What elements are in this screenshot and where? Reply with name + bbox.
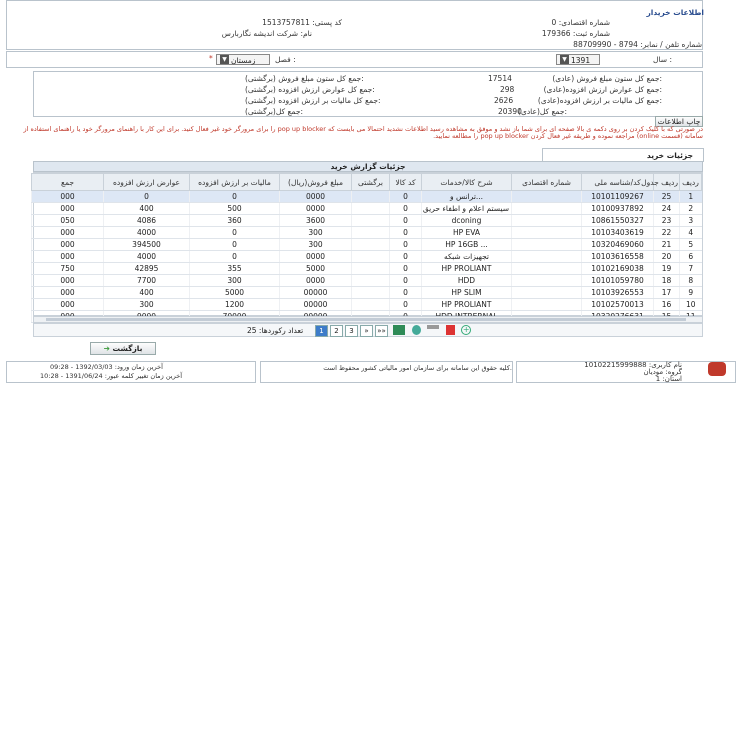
last-password-change: آخرین زمان تغییر کلمه عبور: 1391/06/24 - 10:28 [40,372,183,380]
table-cell: 000 [32,227,104,239]
table-cell: 22 [654,227,680,239]
table-cell: 8 [680,275,702,287]
vat-total-value: 2626 [494,96,514,105]
table-cell: 1 [680,191,702,203]
grand-total-label: جمع کل(عادی): [518,107,567,116]
excel-export-icon[interactable] [393,325,405,335]
table-cell: 050 [32,215,104,227]
next-page-icon[interactable]: » [360,325,373,337]
table-cell [512,263,582,275]
table-cell: HDD [422,275,512,287]
table-cell [512,203,582,215]
table-cell: 0000 [280,251,352,263]
arrow-right-icon: ➔ [103,344,110,353]
table-cell: 000 [32,287,104,299]
table-cell: 0000 [280,203,352,215]
table-cell [352,275,390,287]
table-cell: 10102570013 [582,299,654,311]
postal-code: کد پستی: 1513757811 [262,18,342,27]
table-cell: HP PROLIANT [422,299,512,311]
table-cell [512,299,582,311]
table-cell: 21 [654,239,680,251]
table-row[interactable] [32,227,702,239]
table-cell: 0 [190,251,280,263]
duties-total-label: جمع کل عوارض ارزش افزوده(عادی): [543,85,662,94]
table-cell: 0 [390,239,422,251]
chevron-down-icon: ▼ [220,55,229,64]
pager-tools [391,325,473,335]
table-cell: 000 [32,239,104,251]
table-cell: 00000 [280,299,352,311]
table-cell: 0000 [280,191,352,203]
footer-group: گروه: مودیان [643,368,682,376]
record-count: تعداد رکوردها: 25 [247,326,304,335]
table-cell [352,227,390,239]
sales-return-label: جمع کل ستون مبلغ فروش (برگشتی): [245,74,364,83]
table-cell [512,251,582,263]
scrollbar-thumb[interactable] [46,318,686,321]
table-cell: 5000 [280,263,352,275]
company-name: نام: شرکت اندیشه نگاربارس [221,29,312,38]
table-cell [512,215,582,227]
table-cell: 24 [654,203,680,215]
table-cell: 10103926553 [582,287,654,299]
table-cell: 7 [680,263,702,275]
table-cell: 10320469060 [582,239,654,251]
table-cell: 1200 [190,299,280,311]
table-cell: 0 [390,263,422,275]
table-cell: 300 [190,275,280,287]
table-cell [352,239,390,251]
page-buttons [314,325,389,337]
table-cell: 9 [680,287,702,299]
table-cell: 000 [32,251,104,263]
grid-title: جزئیات گزارش خرید [330,162,406,171]
table-row[interactable] [32,263,702,275]
table-row[interactable] [32,203,702,215]
table-cell: dconing [422,215,512,227]
table-cell: 25 [654,191,680,203]
table-cell: 400 [104,287,190,299]
table-cell: ...ترانس و [422,191,512,203]
table-cell: 2 [680,203,702,215]
table-cell: 10103403619 [582,227,654,239]
table-cell: 0 [390,299,422,311]
table-cell: 355 [190,263,280,275]
table-cell [352,203,390,215]
table-cell [512,287,582,299]
grid-pager [33,323,703,337]
footer-province: استان: 1 [655,375,682,383]
table-cell: 0000 [280,275,352,287]
grid-title-bar [33,161,703,172]
page-button[interactable]: 1 [315,325,328,337]
tab-label: جزئیات خرید [646,151,693,160]
table-cell: 0 [390,191,422,203]
table-cell: 000 [32,191,104,203]
table-cell: سیستم اعلام و اطفاء حریق [422,203,512,215]
table-cell: HP EVA [422,227,512,239]
year-value: 1391 [571,56,591,65]
table-cell: 300 [280,227,352,239]
next-page-icon[interactable]: »» [375,325,388,337]
table-row[interactable] [32,251,702,263]
table-cell: 500 [190,203,280,215]
table-cell: 3 [680,215,702,227]
vat-return-label: جمع کل مالیات بر ارزش افزوده (برگشتی): [245,96,381,105]
table-cell [352,215,390,227]
clear-filter-icon[interactable] [446,325,455,335]
table-cell [352,287,390,299]
horizontal-scrollbar[interactable] [33,316,703,323]
table-cell: 0 [190,227,280,239]
table-cell: 19 [654,263,680,275]
table-cell [512,191,582,203]
column-header[interactable]: شرح کالا/خدمات [422,174,512,191]
column-header[interactable]: برگشتی [352,174,390,191]
table-cell: 000 [32,299,104,311]
vat-total-label: جمع کل مالیات بر ارزش افزوده(عادی): [537,96,662,105]
column-header[interactable]: کد/شناسه ملی [582,174,654,191]
chevron-down-icon: ▼ [560,55,569,64]
table-row[interactable] [32,275,702,287]
back-label: بازگشت [112,344,143,353]
table-row[interactable] [32,215,702,227]
table-cell: 0 [104,191,190,203]
tab-purchase-details[interactable] [542,148,704,162]
footer-copyright: کلیه حقوق این سامانه برای سازمان امور مالیاتی کشور محفوظ است. [323,364,512,372]
last-login-time: آخرین زمان ورود: 1392/03/03 - 09:28 [50,363,163,371]
column-header[interactable]: ردیف [680,174,702,191]
table-cell: 7700 [104,275,190,287]
season-label: فصل : [275,55,296,64]
season-value: زمستان [231,56,256,65]
season-select[interactable] [216,54,270,65]
back-button[interactable] [90,342,156,355]
table-cell: ... HP 16GB [422,239,512,251]
column-header[interactable]: مبلغ فروش(ریال) [280,174,352,191]
table-cell: 20 [654,251,680,263]
popup-notice: در صورتی که با کلیک کردن بر روی دکمه ی بالا صفحه ای برای شما باز نشد و موفق به مشاهده رسید اطلاعات نشدید احتمالا می بایست که pop up blocker را برای مرورگر خود غیر فعال کنید. برای این کار با راهنمای مرورگر خود یا راهنمای استفاده از سامانه (قسمت online) مراجعه نموده و طریقه غیر فعال کردن pop up blocker را مطالعه نمایید. [23,125,703,140]
table-cell: 5000 [190,287,280,299]
table-row[interactable] [32,299,702,311]
table-cell: 394500 [104,239,190,251]
duties-return-label: جمع کل عوارض ارزش افزوده (برگشتی): [245,85,375,94]
table-cell: 10101109267 [582,191,654,203]
section-title: اطلاعات خریدار [646,8,704,17]
table-cell: 360 [190,215,280,227]
sales-total-label: جمع کل ستون مبلغ فروش (عادی): [552,74,662,83]
column-header[interactable]: مالیات بر ارزش افزوده [190,174,280,191]
page-button[interactable]: 3 [345,325,358,337]
table-cell: 0 [390,215,422,227]
table-cell: 0 [390,203,422,215]
column-header[interactable]: ردیف جدول [654,174,680,191]
table-cell: تجهیزات شبکه [422,251,512,263]
table-cell: 300 [104,299,190,311]
table-cell: 0 [390,275,422,287]
table-row[interactable] [32,239,702,251]
grand-return-label: جمع کل(برگشتی): [245,107,303,116]
table-cell [352,191,390,203]
table-cell: 23 [654,215,680,227]
table-row[interactable] [32,191,702,203]
table-cell [512,227,582,239]
table-cell: 16 [654,299,680,311]
purchase-grid [33,172,703,316]
required-asterisk: * [209,54,213,63]
app-logo [708,362,726,376]
table-cell: 17 [654,287,680,299]
table-cell: 300 [280,239,352,251]
footer-username: نام کاربری: 10102215999888 [584,361,682,369]
table-cell [352,251,390,263]
table-cell: 000 [32,275,104,287]
column-header[interactable]: شماره اقتصادی [512,174,582,191]
add-icon[interactable]: + [462,325,470,334]
registration-number: شماره ثبت: 179366 [541,29,610,38]
table-cell: 10100937892 [582,203,654,215]
phone-number: شماره تلفن / نمابر: 8794 - 88709990 [573,40,702,49]
table-cell: 4000 [104,251,190,263]
table-cell [512,239,582,251]
table-cell [352,263,390,275]
sales-total-value: 17514 [488,74,512,83]
column-header[interactable]: جمع [32,174,104,191]
table-cell: 18 [654,275,680,287]
table-cell: HP SLIM [422,287,512,299]
print-info-button[interactable]: چاپ اطلاعات [655,116,703,127]
table-cell: HP PROLIANT [422,263,512,275]
column-header[interactable]: عوارض ارزش افزوده [104,174,190,191]
table-cell [512,275,582,287]
table-cell: 4086 [104,215,190,227]
table-cell: 0 [390,227,422,239]
table-cell: 0 [390,287,422,299]
table-cell: 400 [104,203,190,215]
table-cell: 6 [680,251,702,263]
economic-code: شماره اقتصادی: 0 [551,18,610,27]
column-header[interactable]: کد کالا [390,174,422,191]
refresh-icon[interactable] [412,325,421,335]
duties-total-value: 298 [500,85,515,94]
table-cell: 10103616558 [582,251,654,263]
table-cell: 000 [32,203,104,215]
table-cell: 3600 [280,215,352,227]
table-cell: 4000 [104,227,190,239]
table-cell [352,299,390,311]
filter-icon[interactable] [427,325,439,335]
table-row[interactable] [32,287,702,299]
table-cell: 42895 [104,263,190,275]
table-cell: 5 [680,239,702,251]
year-label: سال : [653,55,672,64]
page-button[interactable]: 2 [330,325,343,337]
table-cell: 00000 [280,287,352,299]
table-cell: 750 [32,263,104,275]
table-cell: 10101059780 [582,275,654,287]
table-cell: 0 [390,251,422,263]
table-cell: 10 [680,299,702,311]
table-cell: 4 [680,227,702,239]
year-select[interactable] [556,54,600,65]
table-cell: 0 [190,239,280,251]
table-cell: 10102169038 [582,263,654,275]
grand-total-value: 20390 [498,107,522,116]
table-cell: 0 [190,191,280,203]
table-cell: 10861550327 [582,215,654,227]
